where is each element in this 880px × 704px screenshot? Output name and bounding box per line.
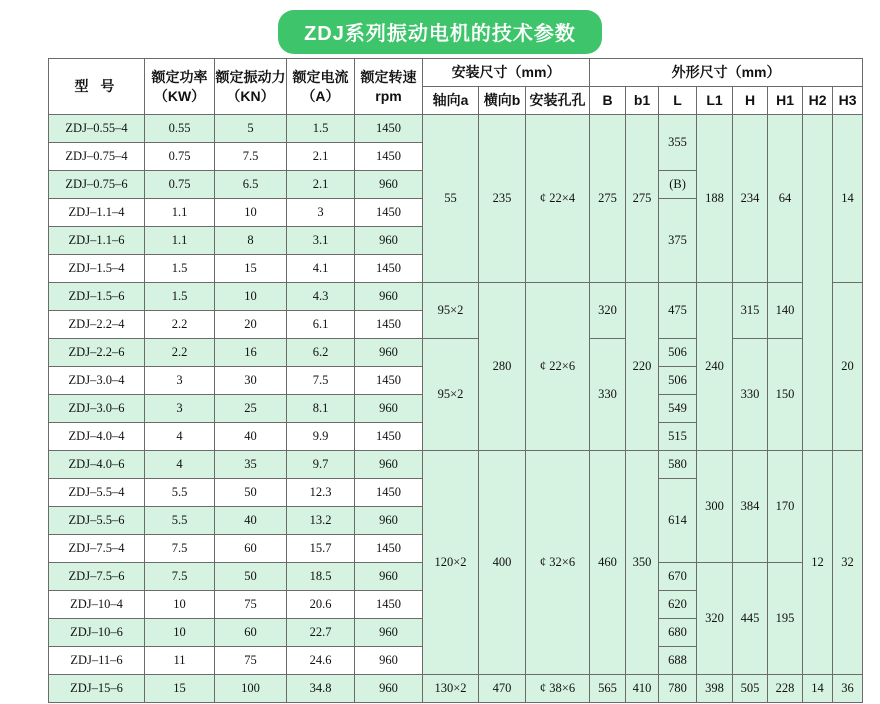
header-power <box>145 59 215 115</box>
cell-speed: 960 <box>355 647 423 675</box>
cell-current: 1.5 <box>287 115 355 143</box>
cell-speed: 960 <box>355 507 423 535</box>
cell-L1-g3: 300 <box>697 451 733 563</box>
cell-power: 0.55 <box>145 115 215 143</box>
cell-power: 2.2 <box>145 311 215 339</box>
cell-force: 100 <box>215 675 287 703</box>
cell-hole-g2: ¢ 22×6 <box>526 283 590 451</box>
cell-transverse-g4: 470 <box>479 675 526 703</box>
cell-H1-g4: 170 <box>768 451 803 563</box>
cell-H3-g4: 36 <box>833 675 863 703</box>
cell-B-g1: 275 <box>590 115 626 283</box>
table-row <box>49 675 863 703</box>
cell-b1-g4: 410 <box>626 675 659 703</box>
cell-H-g3: 330 <box>733 339 768 451</box>
cell-H1-g6: 228 <box>768 675 803 703</box>
cell-speed: 960 <box>355 283 423 311</box>
cell-power: 10 <box>145 591 215 619</box>
cell-hole-g4: ¢ 38×6 <box>526 675 590 703</box>
cell-speed: 1450 <box>355 255 423 283</box>
cell-power: 15 <box>145 675 215 703</box>
cell-current: 3.1 <box>287 227 355 255</box>
cell-H-g5: 445 <box>733 563 768 675</box>
header-force-line2: （KN） <box>226 87 275 104</box>
cell-current: 2.1 <box>287 171 355 199</box>
cell-H3-g3: 32 <box>833 451 863 675</box>
cell-force: 20 <box>215 311 287 339</box>
cell-L1-g4: 320 <box>697 563 733 675</box>
cell-model: ZDJ–4.0–6 <box>49 451 145 479</box>
cell-H-g4: 384 <box>733 451 768 563</box>
cell-force: 50 <box>215 479 287 507</box>
cell-hole-g3: ¢ 32×6 <box>526 451 590 675</box>
cell-force: 10 <box>215 199 287 227</box>
cell-model: ZDJ–7.5–6 <box>49 563 145 591</box>
cell-model: ZDJ–0.55–4 <box>49 115 145 143</box>
cell-power: 5.5 <box>145 479 215 507</box>
header-L: L <box>659 87 697 115</box>
cell-force: 16 <box>215 339 287 367</box>
cell-B-g3: 460 <box>590 451 626 675</box>
cell-current: 4.3 <box>287 283 355 311</box>
cell-force: 60 <box>215 619 287 647</box>
cell-current: 6.1 <box>287 311 355 339</box>
cell-b1-g1: 275 <box>626 115 659 283</box>
cell-force: 10 <box>215 283 287 311</box>
cell-B-g2a: 320 <box>590 283 626 339</box>
cell-force: 7.5 <box>215 143 287 171</box>
header-H3: H3 <box>833 87 863 115</box>
cell-model: ZDJ–0.75–4 <box>49 143 145 171</box>
cell-b1-g3: 350 <box>626 451 659 675</box>
header-model: 型 号 <box>49 59 145 115</box>
cell-force: 50 <box>215 563 287 591</box>
cell-H-g2: 315 <box>733 283 768 339</box>
cell-current: 13.2 <box>287 507 355 535</box>
cell-H1-g3: 150 <box>768 339 803 451</box>
cell-force: 40 <box>215 423 287 451</box>
cell-speed: 960 <box>355 171 423 199</box>
header-b1: b1 <box>626 87 659 115</box>
cell-model: ZDJ–1.5–6 <box>49 283 145 311</box>
cell-current: 6.2 <box>287 339 355 367</box>
cell-L-v12: 680 <box>659 619 697 647</box>
header-row-1 <box>49 59 863 87</box>
cell-H2-g3: 12 <box>803 451 833 675</box>
cell-L-v1: 355 <box>659 115 697 171</box>
header-install-group: 安装尺寸（mm） <box>423 59 590 87</box>
cell-L-v3: 375 <box>659 199 697 283</box>
cell-axial-g2b: 95×2 <box>423 339 479 451</box>
header-power-line1: 额定功率 <box>151 68 208 85</box>
cell-speed: 1450 <box>355 479 423 507</box>
title-banner-wrap <box>0 10 880 54</box>
header-H: H <box>733 87 768 115</box>
cell-current: 4.1 <box>287 255 355 283</box>
cell-hole-g1: ¢ 22×4 <box>526 115 590 283</box>
header-speed-line2: rpm <box>375 87 402 104</box>
cell-power: 10 <box>145 619 215 647</box>
table-body <box>49 115 863 703</box>
cell-model: ZDJ–1.1–6 <box>49 227 145 255</box>
cell-power: 2.2 <box>145 339 215 367</box>
cell-current: 2.1 <box>287 143 355 171</box>
cell-L-v9: 614 <box>659 479 697 563</box>
cell-model: ZDJ–1.1–4 <box>49 199 145 227</box>
cell-axial-g1: 55 <box>423 115 479 283</box>
cell-model: ZDJ–4.0–4 <box>49 423 145 451</box>
cell-model: ZDJ–5.5–6 <box>49 507 145 535</box>
cell-transverse-g3: 400 <box>479 451 526 675</box>
cell-L-v5b: 506 <box>659 367 697 395</box>
cell-model: ZDJ–3.0–4 <box>49 367 145 395</box>
cell-model: ZDJ–2.2–4 <box>49 311 145 339</box>
cell-speed: 960 <box>355 339 423 367</box>
cell-model: ZDJ–1.5–4 <box>49 255 145 283</box>
table-row <box>49 115 863 143</box>
cell-speed: 1450 <box>355 591 423 619</box>
cell-transverse-g1: 235 <box>479 115 526 283</box>
cell-speed: 960 <box>355 563 423 591</box>
cell-current: 22.7 <box>287 619 355 647</box>
cell-axial-g2a: 95×2 <box>423 283 479 339</box>
cell-B-g2b: 330 <box>590 339 626 451</box>
cell-current: 12.3 <box>287 479 355 507</box>
cell-H1-g1: 64 <box>768 115 803 283</box>
cell-model: ZDJ–11–6 <box>49 647 145 675</box>
cell-power: 11 <box>145 647 215 675</box>
cell-L-v6: 549 <box>659 395 697 423</box>
cell-H1-g2: 140 <box>768 283 803 339</box>
header-speed-line1: 额定转速 <box>360 68 417 85</box>
cell-model: ZDJ–0.75–6 <box>49 171 145 199</box>
cell-current: 20.6 <box>287 591 355 619</box>
header-H2: H2 <box>803 87 833 115</box>
cell-power: 0.75 <box>145 143 215 171</box>
cell-force: 6.5 <box>215 171 287 199</box>
cell-H2-g4: 14 <box>803 675 833 703</box>
header-current-line1: 额定电流 <box>292 68 349 85</box>
cell-power: 1.1 <box>145 227 215 255</box>
header-current-line2: （A） <box>301 87 340 104</box>
cell-force: 30 <box>215 367 287 395</box>
header-current <box>287 59 355 115</box>
cell-speed: 1450 <box>355 115 423 143</box>
cell-L-v13: 688 <box>659 647 697 675</box>
cell-H-g6: 505 <box>733 675 768 703</box>
cell-current: 9.9 <box>287 423 355 451</box>
cell-H1-g5: 195 <box>768 563 803 675</box>
header-H1: H1 <box>768 87 803 115</box>
cell-speed: 960 <box>355 675 423 703</box>
header-axial: 轴向a <box>423 87 479 115</box>
cell-force: 15 <box>215 255 287 283</box>
cell-H-g1: 234 <box>733 115 768 283</box>
spec-table-wrap <box>48 58 857 703</box>
cell-power: 7.5 <box>145 535 215 563</box>
header-transverse: 横向b <box>479 87 526 115</box>
cell-power: 1.5 <box>145 255 215 283</box>
table-row <box>49 339 863 367</box>
header-force <box>215 59 287 115</box>
header-outline-group: 外形尺寸（mm） <box>590 59 863 87</box>
cell-L1-g2: 240 <box>697 283 733 451</box>
header-L1: L1 <box>697 87 733 115</box>
cell-speed: 960 <box>355 451 423 479</box>
cell-power: 1.5 <box>145 283 215 311</box>
cell-axial-g3: 120×2 <box>423 451 479 675</box>
cell-model: ZDJ–10–6 <box>49 619 145 647</box>
cell-current: 7.5 <box>287 367 355 395</box>
cell-current: 18.5 <box>287 563 355 591</box>
table-row <box>49 451 863 479</box>
cell-current: 3 <box>287 199 355 227</box>
table-header <box>49 59 863 115</box>
cell-speed: 1450 <box>355 367 423 395</box>
cell-power: 7.5 <box>145 563 215 591</box>
cell-H3-g2: 20 <box>833 283 863 451</box>
cell-current: 34.8 <box>287 675 355 703</box>
cell-L1-g5: 398 <box>697 675 733 703</box>
cell-model: ZDJ–10–4 <box>49 591 145 619</box>
cell-speed: 1450 <box>355 199 423 227</box>
cell-current: 24.6 <box>287 647 355 675</box>
header-hole: 安装孔孔 <box>526 87 590 115</box>
cell-speed: 960 <box>355 395 423 423</box>
header-force-line1: 额定振动力 <box>215 68 286 85</box>
cell-current: 15.7 <box>287 535 355 563</box>
cell-model: ZDJ–2.2–6 <box>49 339 145 367</box>
cell-L-v14: 780 <box>659 675 697 703</box>
cell-speed: 960 <box>355 227 423 255</box>
cell-axial-g4: 130×2 <box>423 675 479 703</box>
cell-speed: 1450 <box>355 143 423 171</box>
cell-L-v5: 506 <box>659 339 697 367</box>
cell-power: 5.5 <box>145 507 215 535</box>
cell-H2-g1 <box>803 115 833 451</box>
cell-force: 5 <box>215 115 287 143</box>
cell-current: 8.1 <box>287 395 355 423</box>
cell-current: 9.7 <box>287 451 355 479</box>
cell-speed: 960 <box>355 619 423 647</box>
cell-model: ZDJ–5.5–4 <box>49 479 145 507</box>
cell-L1-g1: 188 <box>697 115 733 283</box>
header-speed <box>355 59 423 115</box>
cell-transverse-g2: 280 <box>479 283 526 451</box>
cell-power: 4 <box>145 451 215 479</box>
cell-H3-g1: 14 <box>833 115 863 283</box>
cell-power: 3 <box>145 367 215 395</box>
cell-force: 75 <box>215 647 287 675</box>
cell-speed: 1450 <box>355 535 423 563</box>
cell-force: 60 <box>215 535 287 563</box>
header-B: B <box>590 87 626 115</box>
cell-force: 75 <box>215 591 287 619</box>
cell-speed: 1450 <box>355 423 423 451</box>
cell-L-v2: (B) <box>659 171 697 199</box>
cell-L-v10: 670 <box>659 563 697 591</box>
cell-force: 8 <box>215 227 287 255</box>
cell-model: ZDJ–7.5–4 <box>49 535 145 563</box>
cell-power: 4 <box>145 423 215 451</box>
cell-speed: 1450 <box>355 311 423 339</box>
cell-force: 25 <box>215 395 287 423</box>
cell-L-v8: 580 <box>659 451 697 479</box>
cell-L-v7: 515 <box>659 423 697 451</box>
cell-model: ZDJ–3.0–6 <box>49 395 145 423</box>
cell-model: ZDJ–15–6 <box>49 675 145 703</box>
cell-power: 0.75 <box>145 171 215 199</box>
cell-power: 1.1 <box>145 199 215 227</box>
table-row <box>49 283 863 311</box>
cell-L-v4: 475 <box>659 283 697 339</box>
cell-B-g4: 565 <box>590 675 626 703</box>
page-title: ZDJ系列振动电机的技术参数 <box>278 10 602 54</box>
spec-table <box>48 58 863 703</box>
cell-L-v11: 620 <box>659 591 697 619</box>
header-power-line2: （KW） <box>153 87 206 104</box>
cell-power: 3 <box>145 395 215 423</box>
cell-b1-g2: 220 <box>626 283 659 451</box>
cell-force: 35 <box>215 451 287 479</box>
cell-force: 40 <box>215 507 287 535</box>
